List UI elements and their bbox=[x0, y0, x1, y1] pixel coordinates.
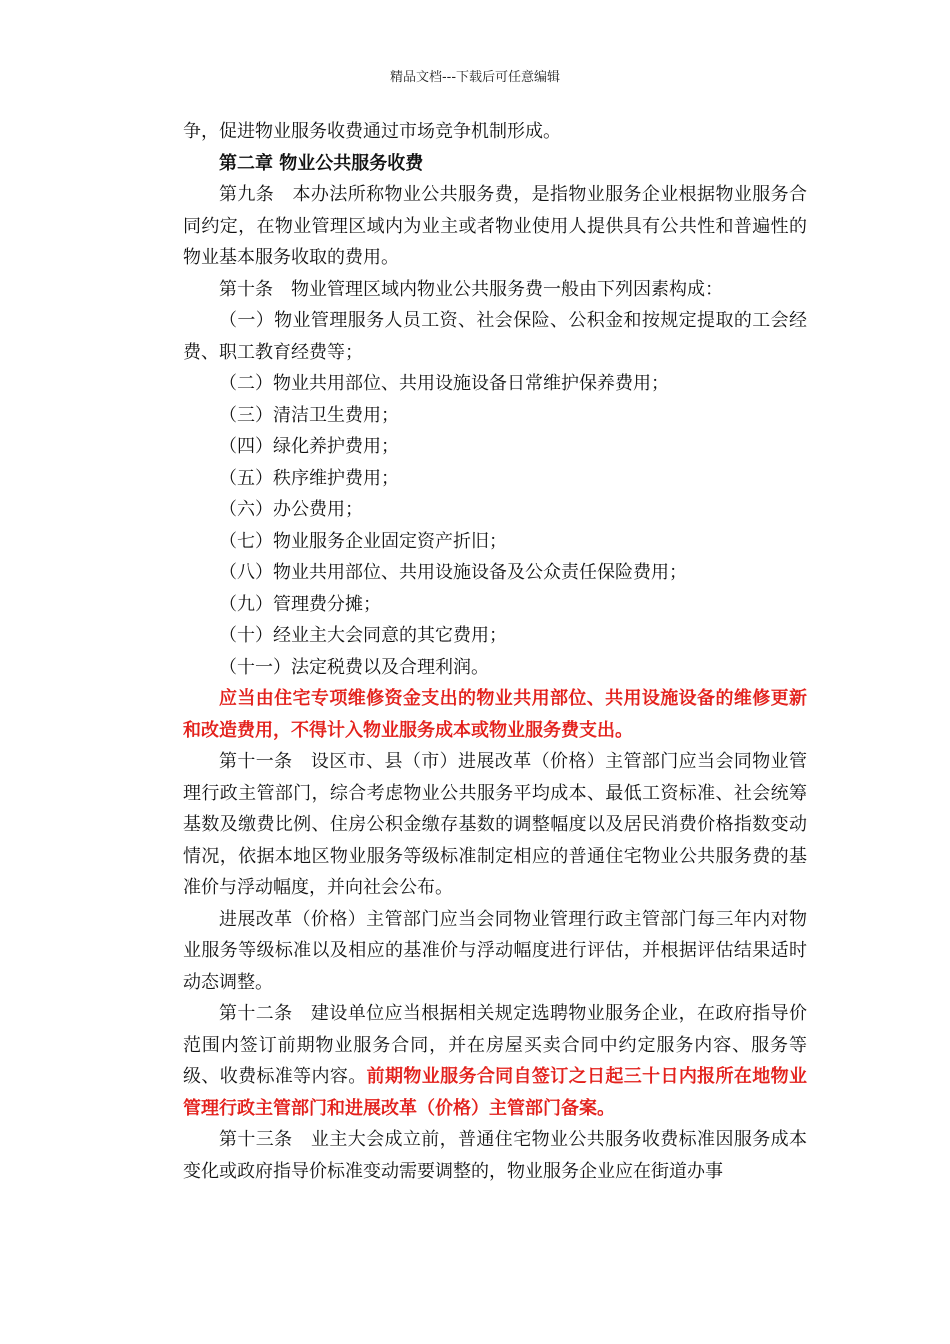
list-item-4: （四）绿化养护费用； bbox=[219, 436, 399, 457]
page-header: 精品文档---下载后可任意编辑 bbox=[389, 70, 561, 85]
list-item-3: （三）清洁卫生费用； bbox=[219, 404, 399, 426]
chapter-heading: 第二章 物业公共服务收费 bbox=[219, 152, 424, 174]
article-11: 第十一条 设区市、县（市）进展改革（价格）主管部门应当会同物业管理行政主管部门，综合考虑物业公共服务平均成本、最低工资标准、社会统筹基数及缴费比例、住房公积金缴存基数的调整幅度以及居民消费价格指数变动情况，依据本地区物业服务等级标准制定相应的普通住宅物业公共服务费的基准价与浮动幅度，并向社会公布。 bbox=[183, 751, 807, 898]
list-item-2: （二）物业共用部位、共用设施设备日常维护保养费用； bbox=[219, 373, 669, 394]
document-body bbox=[183, 116, 807, 1187]
list-item-5: （五）秩序维护费用； bbox=[219, 467, 399, 489]
paragraph-continuation: 争，促进物业服务收费通过市场竞争机制形成。 bbox=[183, 121, 561, 142]
list-item-10: （十）经业主大会同意的其它费用； bbox=[219, 625, 507, 646]
article-9: 第九条 本办法所称物业公共服务费，是指物业服务企业根据物业服务合同约定，在物业管理区域内为业主或者物业使用人提供具有公共性和普遍性的物业基本服务收取的费用。 bbox=[183, 184, 807, 268]
list-item-8: （八）物业共用部位、共用设施设备及公众责任保险费用； bbox=[219, 562, 687, 583]
article-13: 第十三条 业主大会成立前，普通住宅物业公共服务收费标准因服务成本变化或政府指导价标准变动需要调整的，物业服务企业应在街道办事 bbox=[183, 1129, 807, 1182]
highlighted-note: 应当由住宅专项维修资金支出的物业共用部位、共用设施设备的维修更新和改造费用，不得计入物业服务成本或物业服务费支出。 bbox=[183, 688, 807, 741]
article-12-highlight: 前期物业服务合同自签订之日起三十日内报所在地物业管理行政主管部门和进展改革（价格）主管部门备案。 bbox=[183, 1066, 808, 1119]
list-item-6: （六）办公费用； bbox=[219, 499, 363, 520]
list-item-7: （七）物业服务企业固定资产折旧； bbox=[219, 530, 507, 552]
article-10: 第十条 物业管理区域内物业公共服务费一般由下列因素构成： bbox=[219, 278, 723, 300]
article-11-review: 进展改革（价格）主管部门应当会同物业管理行政主管部门每三年内对物业服务等级标准以及相应的基准价与浮动幅度进行评估，并根据评估结果适时动态调整。 bbox=[183, 908, 807, 993]
article-12 bbox=[183, 998, 807, 1124]
article-12-text: 第十二条 建设单位应当根据相关规定选聘物业服务企业，在政府指导价范围内签订前期物业服务合同，并在房屋买卖合同中约定服务内容、服务等级、收费标准等内容。 bbox=[183, 1003, 807, 1087]
list-item-1: （一）物业管理服务人员工资、社会保险、公积金和按规定提取的工会经费、职工教育经费等； bbox=[183, 310, 807, 363]
list-item-11: （十一）法定税费以及合理利润。 bbox=[219, 656, 489, 678]
list-item-9: （九）管理费分摊； bbox=[219, 593, 381, 615]
